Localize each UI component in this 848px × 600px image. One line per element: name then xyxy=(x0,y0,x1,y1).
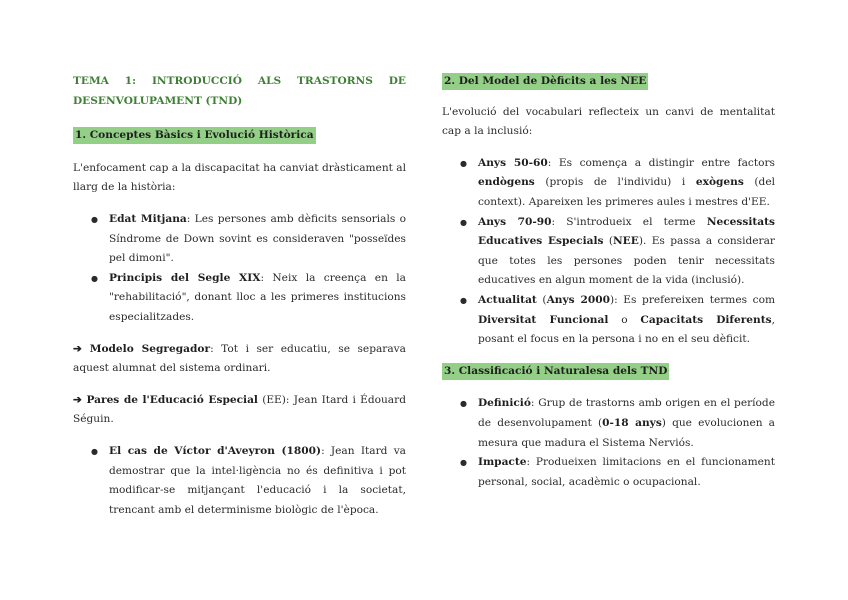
section-heading-2: 2. Del Model de Dèficits a les NEE xyxy=(442,73,648,90)
classification-list xyxy=(442,394,775,492)
victor-list xyxy=(73,442,406,520)
left-column xyxy=(73,72,406,532)
list-item: ● El cas de Víctor d'Aveyron (1800): Jean Itard va demostrar que la intel·ligència no és definitiva i pot modificar-se mitjançant l'educació i la societat, trencant amb el determinisme biològic de l'època. xyxy=(109,442,406,520)
document-title xyxy=(73,72,406,111)
section-heading-1: 1. Conceptes Bàsics i Evolució Històrica xyxy=(73,127,316,144)
history-list xyxy=(73,210,406,328)
intro-paragraph: L'enfocament cap a la discapacitat ha canviat dràsticament al llarg de la història: xyxy=(73,161,406,194)
list-item: ● Anys 50-60: Es comença a distingir entre factors endògens (propis de l'individu) i exògens (del context). Apareixen les primeres aules i mestres d'EE. xyxy=(478,154,775,213)
list-item: ● Definició: Grup de trastorns amb origen en el període de desenvolupament (0-18 anys) que evolucionen a mesura que madura el Sistema Nerviós. xyxy=(478,394,775,453)
arrow-icon: ➔ xyxy=(73,342,90,355)
segregator-paragraph: ➔ Modelo Segregador: Tot i ser educatiu, se separava aquest alumnat del sistema ordinari. xyxy=(73,342,406,375)
list-item: ● Edat Mitjana: Les persones amb dèficits sensorials o Síndrome de Down sovint es consideraven "posseïdes pel dimoni". xyxy=(109,210,406,269)
fathers-paragraph: ➔ Pares de l'Educació Especial (EE): Jean Itard i Édouard Séguin. xyxy=(73,393,406,426)
list-item: ● Anys 70-90: S'introdueix el terme Necessitats Educatives Especials (NEE). Es passa a considerar que totes les persones poden tenir necessitats educatives en algun moment de la vida (inclusió). xyxy=(478,213,775,291)
arrow-icon: ➔ xyxy=(73,393,87,406)
title-line-2: DESENVOLUPAMENT (TND) xyxy=(73,94,243,107)
list-item: ● Impacte: Produeixen limitacions en el funcionament personal, social, acadèmic o ocupacional. xyxy=(478,453,775,492)
right-column xyxy=(442,72,775,504)
vocabulary-list xyxy=(442,154,775,350)
vocabulary-paragraph: L'evolució del vocabulari reflecteix un canvi de mentalitat cap a la inclusió: xyxy=(442,105,775,138)
list-item: ● Actualitat (Anys 2000): Es prefereixen termes com Diversitat Funcional o Capacitats Diferents, posant el focus en la persona i no en el seu dèficit. xyxy=(478,291,775,350)
title-line-1: TEMA 1: INTRODUCCIÓ ALS TRASTORNS DE xyxy=(73,75,406,87)
section-heading-3: 3. Classificació i Naturalesa dels TND xyxy=(442,363,669,380)
list-item: ● Principis del Segle XIX: Neix la creença en la "rehabilitació", donant lloc a les primeres institucions especialitzades. xyxy=(109,269,406,328)
